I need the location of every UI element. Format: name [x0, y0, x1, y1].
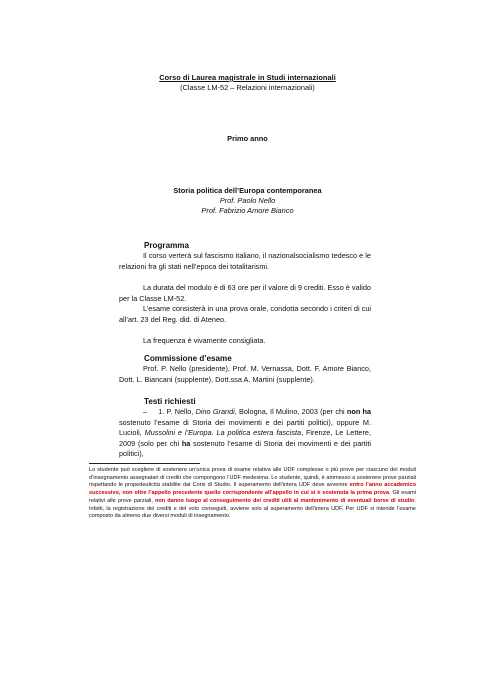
professor-1: Prof. Paolo Nello: [219, 196, 276, 205]
programma-paragraph-3: L’esame consisterà in una prova orale, condotta secondo i criteri di cui all’art. 23 del Reg. did. di Ateneo.: [119, 304, 371, 324]
course-name: Storia politica dell’Europa contemporanea: [173, 186, 322, 195]
book-title-1: Dino Grandi: [195, 407, 235, 416]
commissione-text: Prof. P. Nello (presidente), Prof. M. Vernassa, Dott. F. Amore Bianco, Dott. L. Biancani (supplente), Dott.ssa A. Martini (supplente).: [119, 364, 371, 384]
book-title-2: Mussolini e l’Europa. La politica estera fascista: [144, 428, 302, 438]
programma-heading: Programma: [144, 241, 189, 250]
course-title: Corso di Laurea magistrale in Studi internazionali: [159, 73, 336, 82]
testi-heading: Testi richiesti: [144, 397, 196, 406]
testi-item-1: – 1. P. Nello, Dino Grandi, Bologna, Il Mulino, 2003 (per chi non ha sostenuto l’esame di Storia dei movimenti e dei partiti politici), oppure M. Lucioli, Mussolini e l’Europa. La politica estera fascista, Firenze, Le Lettere, 2009 (solo per chi ha sostenuto l’esame di Storia dei movimenti e dei partiti politici),: [119, 407, 372, 459]
list-dash: –: [143, 407, 148, 416]
programma-paragraph-4: La frequenza è vivamente consigliata.: [143, 336, 266, 345]
footnote: Lo studente può scegliere di sostenere un’unica prova di esame relativa alle UDF complesse o più prove per ciascuno dei moduli d’insegnamento assegnatari di crediti che compongono l’UDF medesima. Lo studente, quindi, è ammesso a sostenere prove parziali rispettando le propedeuticità stabilite dai Corsi di Studio. Il superamento dell’intera UDF deve avvenire entro l’anno accademico successivo, non oltre l’appello precedente quello corrispondente all’appello in cui si è sostenuta la prima prova. Gli esami relativi alle prove parziali, non danno luogo al conseguimento dei crediti utili al mantenimento di eventuali borse di studio. Infatti, la registrazione dei crediti e del voto conseguiti, avviene solo al superamento dell’intera UDF. Per UDF si intende l’esame composto da almeno due diversi moduli di insegnamento.: [89, 467, 417, 520]
footnote-emphasis-1: entro l’anno accademico successivo, non oltre l’appello precedente quello corrispondente all’appello in cui si è sostenuta la prima prova: [89, 482, 416, 497]
course-class: (Classe LM-52 – Relazioni internazionali): [180, 83, 315, 92]
programma-paragraph-2: La durata del modulo è di 63 ore per il valore di 9 crediti. Esso è valido per la Classe LM-52.: [119, 283, 371, 303]
footnote-rule: [89, 463, 200, 464]
programma-paragraph-1: Il corso verterà sul fascismo italiano, il nazionalsocialismo tedesco e le relazioni fra gli stati nell’epoca dei totalitarismi.: [119, 251, 371, 271]
commissione-heading: Commissione d’esame: [144, 354, 232, 363]
professor-2: Prof. Fabrizio Amore Bianco: [201, 206, 294, 215]
footnote-emphasis-2: non danno luogo al conseguimento dei crediti utili al mantenimento di eventuali borse di studio: [155, 497, 415, 504]
year-heading: Primo anno: [227, 134, 268, 143]
